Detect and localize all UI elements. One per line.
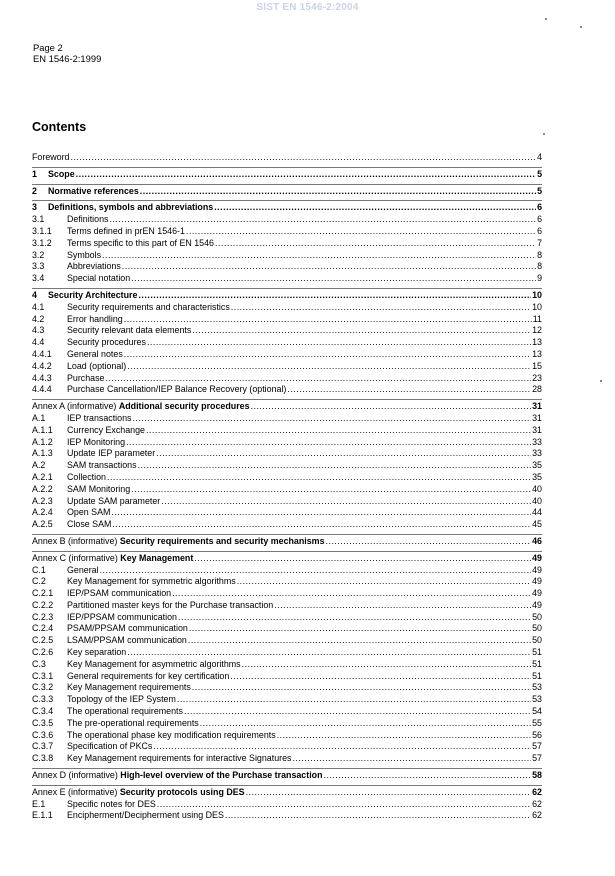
dot-leader <box>147 337 531 349</box>
toc-entry-number: A.1.3 <box>32 448 53 459</box>
toc-entry-title: The operational requirements <box>67 706 183 717</box>
dot-leader <box>122 261 536 273</box>
toc-entry-number: C.2.1 <box>32 588 54 599</box>
toc-entry[interactable] <box>32 576 542 588</box>
annex-title: Additional security procedures <box>118 401 250 412</box>
toc-entry[interactable] <box>32 413 542 425</box>
toc-entry-number: 4.3 <box>32 325 45 336</box>
toc-entry[interactable] <box>32 460 542 472</box>
dot-leader <box>140 186 536 198</box>
toc-entry-number: E.1.1 <box>32 810 53 821</box>
toc-entry-page: 9 <box>537 273 542 284</box>
dot-leader <box>192 325 531 337</box>
toc-entry-title: Security Architecture <box>48 289 138 300</box>
toc-entry[interactable] <box>32 152 542 164</box>
toc-entry-number: C.3 <box>32 658 46 669</box>
toc-entry-title: Abbreviations <box>67 261 121 272</box>
toc-entry-title: Purchase Cancellation/IEP Balance Recovery (optional) <box>67 384 287 395</box>
dot-leader <box>124 349 531 361</box>
toc-entry-page: 51 <box>532 670 542 681</box>
toc-entry-title: Partitioned master keys for the Purchase transaction <box>67 599 274 610</box>
toc-entry-title: Key Management for asymmetric algorithms <box>67 658 241 669</box>
toc-entry-title: Load (optional) <box>67 360 127 371</box>
dot-leader <box>131 273 536 285</box>
toc-entry-page: 15 <box>532 360 542 371</box>
toc-entry-page: 31 <box>532 424 542 435</box>
page-number: Page 2 <box>33 42 63 53</box>
toc-entry[interactable] <box>32 214 542 226</box>
toc-entry-page: 50 <box>532 623 542 634</box>
toc-entry-title: Normative references <box>48 185 139 196</box>
toc-entry-number: A.1.1 <box>32 424 53 435</box>
toc-entry-page: 51 <box>532 647 542 658</box>
toc-entry-title: IEP Monitoring <box>67 436 126 447</box>
toc-entry-number: 3.3 <box>32 261 45 272</box>
toc-entry-number: 3.1.2 <box>32 237 52 248</box>
toc-entry-title: Specific notes for DES <box>67 798 156 809</box>
toc-entry-page: 28 <box>532 384 542 395</box>
toc-entry-title: Close SAM <box>67 519 112 530</box>
toc-entry-number: C.2.2 <box>32 599 54 610</box>
dot-leader <box>287 384 531 396</box>
dot-leader <box>157 799 531 811</box>
dot-leader <box>112 519 531 531</box>
toc-entry[interactable] <box>32 671 542 683</box>
toc-entry[interactable] <box>32 496 542 508</box>
scan-speck <box>600 380 602 382</box>
dot-leader <box>107 472 531 484</box>
toc-entry[interactable] <box>32 325 542 337</box>
toc-entry-number: 4.4.1 <box>32 348 52 359</box>
dot-leader <box>230 671 531 683</box>
toc-entry[interactable] <box>32 261 542 273</box>
dot-leader <box>71 152 537 164</box>
toc-entry-page: 46 <box>532 535 542 546</box>
toc-entry[interactable] <box>32 200 542 214</box>
toc-entry-title: Key Management requirements <box>67 682 191 693</box>
dot-leader <box>161 496 531 508</box>
toc-entry-title: The pre-operational requirements <box>67 717 199 728</box>
toc-entry-page: 31 <box>532 401 542 412</box>
toc-entry-number: A.2.2 <box>32 483 53 494</box>
toc-entry-title: Special notation <box>67 273 131 284</box>
toc-entry-page: 13 <box>532 348 542 359</box>
dot-leader <box>292 753 531 765</box>
toc-entry-title: Topology of the IEP System <box>67 694 176 705</box>
toc-entry[interactable] <box>32 399 542 413</box>
dot-leader <box>100 565 532 577</box>
toc-entry[interactable] <box>32 425 542 437</box>
toc-entry-number: 3.1 <box>32 214 45 225</box>
toc-entry[interactable] <box>32 799 542 811</box>
contents-title: Contents <box>32 120 87 134</box>
toc-entry-page: 57 <box>532 753 542 764</box>
page-header <box>33 42 101 64</box>
toc-entry[interactable] <box>32 730 542 742</box>
toc-entry-title: General <box>67 564 99 575</box>
toc-entry-page: 49 <box>532 599 542 610</box>
toc-entry[interactable] <box>32 472 542 484</box>
toc-entry-page: 6 <box>537 214 542 225</box>
toc-entry-page: 50 <box>532 611 542 622</box>
dot-leader <box>225 810 531 822</box>
toc-entry-number: C.2.5 <box>32 635 54 646</box>
toc-entry[interactable] <box>32 612 542 624</box>
toc-entry-number: C.2.4 <box>32 623 54 634</box>
toc-entry[interactable] <box>32 659 542 671</box>
dot-leader <box>109 214 536 226</box>
toc-entry-title: Scope <box>48 168 75 179</box>
toc-entry-number: 1 <box>32 168 37 179</box>
toc-entry-page: 62 <box>532 786 542 797</box>
toc-entry-title <box>32 536 325 548</box>
toc-entry-number: 4.4.3 <box>32 372 52 383</box>
dot-leader <box>76 169 536 181</box>
toc-entry-page: 53 <box>532 682 542 693</box>
toc-entry[interactable] <box>32 623 542 635</box>
toc-entry[interactable] <box>32 349 542 361</box>
toc-entry-page: 6 <box>537 225 542 236</box>
toc-entry-page: 62 <box>532 810 542 821</box>
toc-entry-number: C.3.6 <box>32 729 54 740</box>
toc-entry-title: PSAM/PPSAM communication <box>67 623 188 634</box>
toc-entry-page: 13 <box>532 337 542 348</box>
toc-entry-page: 49 <box>532 588 542 599</box>
dot-leader <box>326 536 532 548</box>
dot-leader <box>277 730 531 742</box>
dot-leader <box>251 401 532 413</box>
toc-entry[interactable] <box>32 384 542 396</box>
toc-entry-page: 44 <box>532 507 542 518</box>
toc-entry-page: 8 <box>537 261 542 272</box>
toc-entry-number: C.2.3 <box>32 611 54 622</box>
toc-entry[interactable] <box>32 565 542 577</box>
toc-entry-page: 33 <box>532 448 542 459</box>
toc-entry-title: Symbols <box>67 249 102 260</box>
toc-entry-title: Encipherment/Decipherment using DES <box>67 810 224 821</box>
annex-label: Annex C (informative) <box>32 552 118 563</box>
toc-entry-title: Foreword <box>32 152 70 162</box>
toc-entry[interactable] <box>32 682 542 694</box>
toc-entry-title: Error handling <box>67 313 123 324</box>
toc-entry[interactable] <box>32 753 542 765</box>
dot-leader <box>188 635 531 647</box>
toc-entry[interactable] <box>32 250 542 262</box>
toc-entry-title: General requirements for key certification <box>67 670 230 681</box>
toc-entry[interactable] <box>32 534 542 548</box>
toc-entry-title: Definitions <box>67 214 109 225</box>
toc-entry-number: 4.1 <box>32 301 45 312</box>
toc-entry-page: 40 <box>532 483 542 494</box>
toc-entry-page: 57 <box>532 741 542 752</box>
toc-entry-number: 3.1.1 <box>32 225 52 236</box>
annex-label: Annex E (informative) <box>32 786 118 797</box>
dot-leader <box>146 425 531 437</box>
toc-entry-title: Definitions, symbols and abbreviations <box>48 202 214 213</box>
toc-entry-number: C.2.6 <box>32 647 54 658</box>
scan-speck <box>545 18 547 20</box>
toc-entry-number: C.3.4 <box>32 706 54 717</box>
toc-entry-title: Open SAM <box>67 507 111 518</box>
toc-entry-page: 40 <box>532 495 542 506</box>
toc-entry[interactable] <box>32 507 542 519</box>
toc-entry-title: Security relevant data elements <box>67 325 192 336</box>
toc-entry-title: Update IEP parameter <box>67 448 156 459</box>
toc-entry-title <box>32 787 245 799</box>
toc-entry-title: Security requirements and characteristics <box>67 301 230 312</box>
toc-entry-title: Key Management for symmetric algorithms <box>67 576 236 587</box>
toc-entry-number: A.2.4 <box>32 507 53 518</box>
dot-leader <box>131 484 531 496</box>
dot-leader <box>172 588 531 600</box>
dot-leader <box>156 448 531 460</box>
dot-leader <box>177 694 531 706</box>
toc-entry-title: SAM Monitoring <box>67 483 131 494</box>
toc-entry-number: C.3.2 <box>32 682 54 693</box>
dot-leader <box>215 238 536 250</box>
toc-entry-page: 49 <box>532 552 542 563</box>
toc-entry-page: 49 <box>532 576 542 587</box>
dot-leader <box>324 770 532 782</box>
toc-entry[interactable] <box>32 167 542 181</box>
toc-entry-number: 4 <box>32 289 37 300</box>
toc-entry[interactable] <box>32 302 542 314</box>
toc-entry[interactable] <box>32 448 542 460</box>
dot-leader <box>242 659 532 671</box>
toc-entry-page: 50 <box>532 635 542 646</box>
dot-leader <box>274 600 531 612</box>
toc-entry[interactable] <box>32 551 542 565</box>
dot-leader <box>138 290 531 302</box>
toc-entry[interactable] <box>32 519 542 531</box>
dot-leader <box>194 553 531 565</box>
annex-label: Annex D (informative) <box>32 770 118 781</box>
toc-entry[interactable] <box>32 184 542 198</box>
dot-leader <box>237 576 531 588</box>
toc-entry-number: C.3.1 <box>32 670 54 681</box>
toc-entry-title: Terms specific to this part of EN 1546 <box>67 237 214 248</box>
toc-entry-page: 31 <box>532 412 542 423</box>
dot-leader <box>126 437 531 449</box>
toc-entry-page: 45 <box>532 519 542 530</box>
toc-entry-number: C.3.7 <box>32 741 54 752</box>
toc-entry[interactable] <box>32 484 542 496</box>
toc-entry-number: 4.4 <box>32 337 45 348</box>
toc-entry-title: Key Management requirements for interactive Signatures <box>67 753 292 764</box>
dot-leader <box>178 612 531 624</box>
toc-entry-page: 7 <box>537 237 542 248</box>
toc-entry-number: C.1 <box>32 564 46 575</box>
toc-entry-title: General notes <box>67 348 123 359</box>
toc-entry-page: 11 <box>532 313 542 324</box>
toc-entry-page: 58 <box>532 770 542 781</box>
toc-entry-page: 12 <box>532 325 542 336</box>
annex-title: Key Management <box>120 552 194 563</box>
toc-entry-number: A.1 <box>32 412 46 423</box>
toc-entry-number: 2 <box>32 185 37 196</box>
toc-entry-title: Security procedures <box>67 337 146 348</box>
toc-entry-title: Specification of PKCs <box>67 741 153 752</box>
dot-leader <box>246 787 532 799</box>
toc-entry-title: The operational phase key modification requirements <box>67 729 276 740</box>
toc-entry-number: A.2.1 <box>32 471 53 482</box>
toc-entry-page: 6 <box>537 202 542 213</box>
annex-title: High-level overview of the Purchase transaction <box>120 770 323 781</box>
toc-entry-title <box>32 553 193 565</box>
toc-entry-page: 4 <box>537 152 542 162</box>
dot-leader <box>138 460 532 472</box>
dot-leader <box>186 226 536 238</box>
toc-entry[interactable] <box>32 226 542 238</box>
annex-label: Annex B (informative) <box>32 535 118 546</box>
toc-entry[interactable] <box>32 785 542 799</box>
toc-entry-number: A.2.5 <box>32 519 53 530</box>
toc-entry-number: C.3.8 <box>32 753 54 764</box>
toc-entry-number: 4.2 <box>32 313 45 324</box>
toc-entry-title: Update SAM parameter <box>67 495 161 506</box>
toc-entry-number: 3.2 <box>32 249 45 260</box>
toc-entry[interactable] <box>32 647 542 659</box>
toc-entry-page: 5 <box>537 185 542 196</box>
dot-leader <box>127 647 531 659</box>
toc-entry[interactable] <box>32 635 542 647</box>
dot-leader <box>111 507 531 519</box>
toc-entry-page: 10 <box>532 289 542 300</box>
toc-entry-title <box>32 401 250 413</box>
toc-entry-title: Terms defined in prEN 1546-1 <box>67 225 185 236</box>
toc-entry[interactable] <box>32 437 542 449</box>
dot-leader <box>189 623 531 635</box>
toc-entry-title: Currency Exchange <box>67 424 145 435</box>
toc-entry-title: IEP/PPSAM communication <box>67 611 177 622</box>
toc-entry-page: 51 <box>532 658 542 669</box>
toc-entry-number: C.3.3 <box>32 694 54 705</box>
toc-entry[interactable] <box>32 810 542 822</box>
dot-leader <box>124 314 532 326</box>
toc-entry-page: 5 <box>537 168 542 179</box>
toc-entry-number: A.2.3 <box>32 495 53 506</box>
toc-entry-number: A.1.2 <box>32 436 53 447</box>
dot-leader <box>153 741 531 753</box>
toc-entry-number: 3.4 <box>32 273 45 284</box>
table-of-contents <box>32 152 542 822</box>
dot-leader <box>132 413 531 425</box>
toc-entry-title: LSAM/PPSAM communication <box>67 635 187 646</box>
toc-entry-number: C.3.5 <box>32 717 54 728</box>
toc-entry[interactable] <box>32 768 542 782</box>
toc-entry-title <box>32 770 323 782</box>
toc-entry-page: 35 <box>532 460 542 471</box>
toc-entry-page: 56 <box>532 729 542 740</box>
dot-leader <box>214 202 536 214</box>
toc-entry[interactable] <box>32 741 542 753</box>
dot-leader <box>231 302 531 314</box>
watermark: SIST EN 1546-2:2004 <box>256 2 359 13</box>
toc-entry-title: SAM transactions <box>67 460 137 471</box>
dot-leader <box>127 361 531 373</box>
toc-entry-title: Purchase <box>67 372 105 383</box>
toc-entry-number: A.2 <box>32 460 46 471</box>
toc-entry-title: IEP transactions <box>67 412 132 423</box>
toc-entry[interactable] <box>32 600 542 612</box>
toc-entry[interactable] <box>32 238 542 250</box>
toc-entry-page: 10 <box>532 301 542 312</box>
dot-leader <box>102 250 536 262</box>
toc-entry-page: 35 <box>532 471 542 482</box>
toc-entry-page: 62 <box>532 798 542 809</box>
toc-entry-page: 33 <box>532 436 542 447</box>
toc-entry[interactable] <box>32 694 542 706</box>
dot-leader <box>200 718 531 730</box>
toc-entry[interactable] <box>32 588 542 600</box>
dot-leader <box>106 373 532 385</box>
toc-entry[interactable] <box>32 373 542 385</box>
toc-entry-page: 55 <box>532 717 542 728</box>
toc-entry[interactable] <box>32 706 542 718</box>
toc-entry-page: 54 <box>532 706 542 717</box>
toc-entry-title: Collection <box>67 471 106 482</box>
toc-entry-number: C.2 <box>32 576 46 587</box>
annex-title: Security requirements and security mechanisms <box>119 535 325 546</box>
toc-entry-number: 4.4.4 <box>32 384 52 395</box>
toc-entry-number: 4.4.2 <box>32 360 52 371</box>
toc-entry-page: 49 <box>532 564 542 575</box>
toc-entry-number: 3 <box>32 202 37 213</box>
toc-entry-title: IEP/PSAM communication <box>67 588 172 599</box>
toc-entry[interactable] <box>32 314 542 326</box>
annex-label: Annex A (informative) <box>32 401 117 412</box>
dot-leader <box>184 706 531 718</box>
toc-entry[interactable] <box>32 337 542 349</box>
toc-entry-title: Key separation <box>67 647 127 658</box>
toc-entry[interactable] <box>32 361 542 373</box>
scan-speck <box>580 26 582 28</box>
standard-id: EN 1546-2:1999 <box>33 53 102 64</box>
toc-entry-page: 8 <box>537 249 542 260</box>
toc-entry[interactable] <box>32 273 542 285</box>
annex-title: Security protocols using DES <box>119 786 245 797</box>
toc-entry[interactable] <box>32 288 542 302</box>
toc-entry-page: 53 <box>532 694 542 705</box>
scan-speck <box>543 133 545 135</box>
dot-leader <box>192 682 531 694</box>
toc-entry-number: E.1 <box>32 798 46 809</box>
toc-entry-page: 23 <box>532 372 542 383</box>
toc-entry[interactable] <box>32 718 542 730</box>
